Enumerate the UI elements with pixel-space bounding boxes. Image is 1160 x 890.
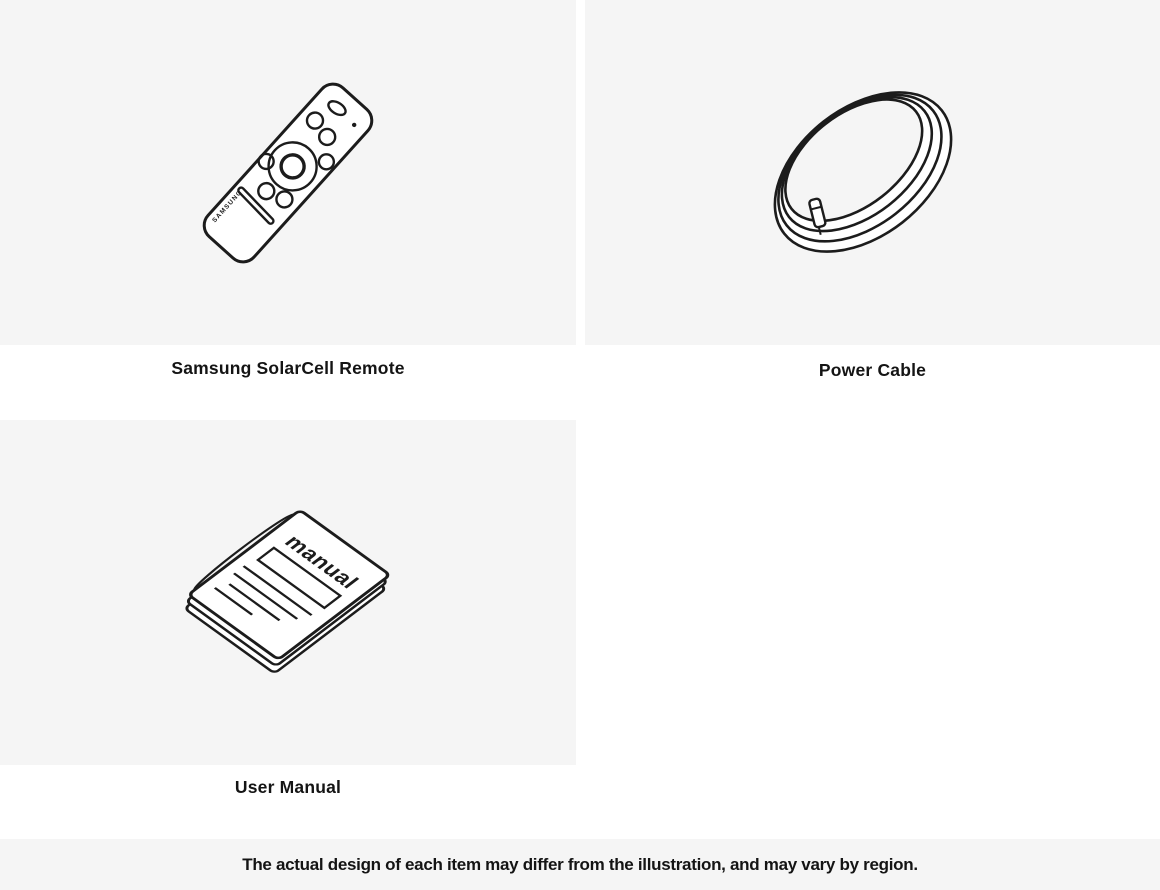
- footer-note-text: The actual design of each item may differ from the illustration, and may vary by region.: [242, 854, 918, 874]
- user-manual-illustration: [0, 420, 576, 765]
- remote-illustration-panel: [0, 0, 576, 345]
- user-manual-caption-label: User Manual: [234, 777, 342, 797]
- power-cable-illustration: [585, 0, 1160, 345]
- remote-brand-text: SAMSUNG: [211, 188, 245, 225]
- user-manual-caption: [0, 765, 576, 839]
- remote-caption-label: Samsung SolarCell Remote: [171, 358, 405, 378]
- remote-caption: [0, 345, 576, 420]
- power-cable-caption-label: Power Cable: [818, 360, 927, 380]
- power-cable-caption: [585, 345, 1160, 420]
- user-manual-illustration-panel: [0, 420, 576, 765]
- manual-cover-text: manual: [279, 530, 365, 593]
- power-cable-illustration-panel: [585, 0, 1160, 345]
- footer-note-band: [0, 839, 1160, 890]
- remote-illustration: [0, 0, 576, 345]
